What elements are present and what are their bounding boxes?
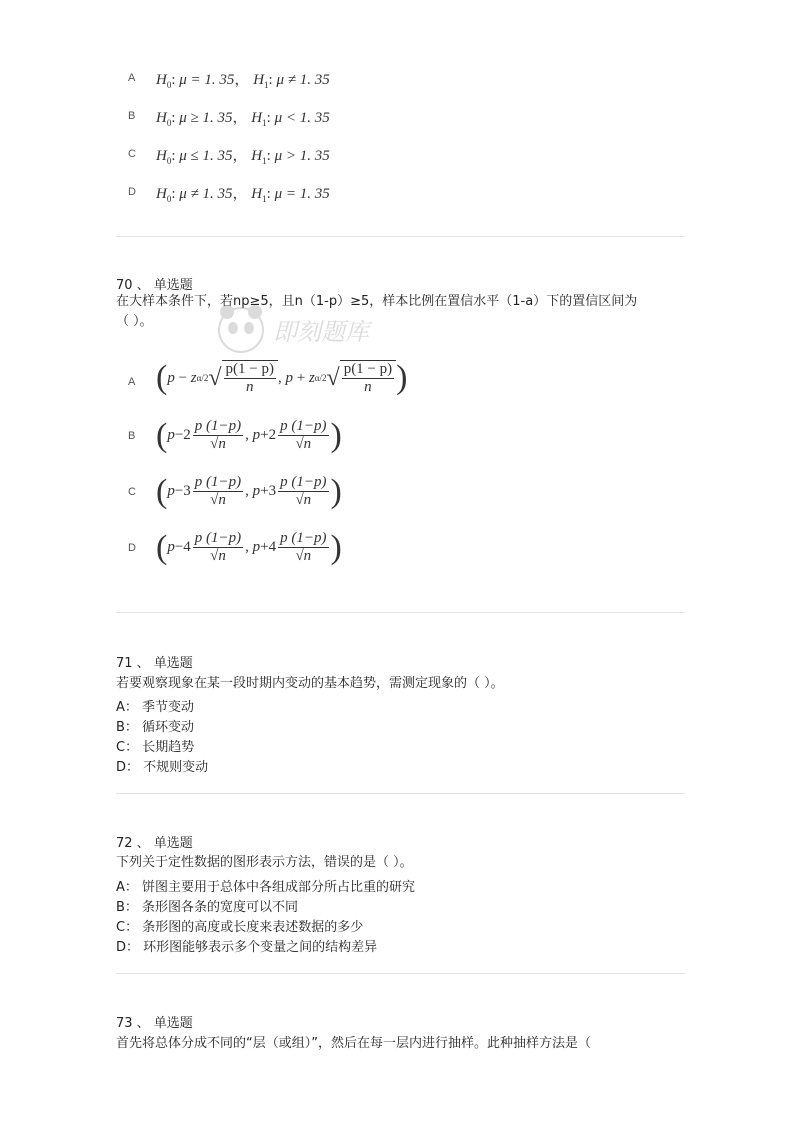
option-letter: C: [128, 148, 136, 160]
option-formula: $H_0$: μ = 1. 35， $H_1$: μ ≠ 1. 35: [156, 72, 330, 90]
q70-option-d-formula[interactable]: ( p − 4 $\frac{p (1-p)}{√n}$ , p + 4 $\frac{p (1-p)}{√n}$ ): [156, 528, 342, 566]
answer-option[interactable]: B： 循环变动: [116, 720, 195, 735]
question-header: 72 、 单选题: [116, 836, 193, 851]
question-text-cont: （ ）。: [116, 314, 153, 329]
divider: [116, 236, 685, 237]
divider: [116, 793, 685, 794]
divider: [116, 612, 685, 613]
q70-option-letter-a: A: [128, 376, 136, 388]
q70-option-b-formula[interactable]: ( p − 2 $\frac{p (1-p)}{√n}$ , p + 2 $\frac{p (1-p)}{√n}$ ): [156, 416, 342, 454]
answer-option[interactable]: D： 不规则变动: [116, 760, 209, 775]
option-formula: $H_0$: μ ≠ 1. 35， $H_1$: μ = 1. 35: [156, 186, 330, 204]
watermark-text: 即刻题库: [273, 318, 369, 346]
question-header: 71 、 单选题: [116, 656, 193, 671]
question-text: 在大样本条件下，若np≥5，且n（1-p）≥5，样本比例在置信水平（1-a）下的置信区间为: [116, 294, 638, 309]
question-text: 若要观察现象在某一段时期内变动的基本趋势，需测定现象的（ ）。: [116, 676, 504, 691]
panda-logo-icon: [215, 300, 415, 360]
question-text: 首先将总体分成不同的“层（或组）”，然后在每一层内进行抽样。此种抽样方法是（: [116, 1036, 591, 1051]
option-formula: $H_0$: μ ≥ 1. 35， $H_1$: μ < 1. 35: [156, 110, 330, 128]
q70-option-letter-b: B: [128, 430, 136, 442]
divider: [116, 973, 685, 974]
q70-option-c-formula[interactable]: ( p − 3 $\frac{p (1-p)}{√n}$ , p + 3 $\frac{p (1-p)}{√n}$ ): [156, 472, 342, 510]
answer-option[interactable]: A： 季节变动: [116, 700, 195, 715]
option-formula: $H_0$: μ ≤ 1. 35， $H_1$: μ > 1. 35: [156, 148, 330, 166]
answer-option[interactable]: C： 条形图的高度或长度来表述数据的多少: [116, 920, 364, 935]
option-letter: A: [128, 72, 136, 84]
question-header: 70 、 单选题: [116, 278, 193, 293]
answer-option[interactable]: A： 饼图主要用于总体中各组成部分所占比重的研究: [116, 880, 416, 895]
option-letter: D: [128, 186, 136, 198]
question-text: 下列关于定性数据的图形表示方法，错误的是（ ）。: [116, 855, 413, 870]
option-letter: B: [128, 110, 136, 122]
answer-option[interactable]: D： 环形图能够表示多个变量之间的结构差异: [116, 940, 378, 955]
q70-option-letter-d: D: [128, 542, 136, 554]
q70-option-a-formula[interactable]: ( p − z α/2 √ $\frac{p(1 - p)}{n}$ , p + z α/2 √ $\frac{p(1 - p)}{n}$ ): [156, 359, 408, 396]
answer-option[interactable]: B： 条形图各条的宽度可以不同: [116, 900, 299, 915]
answer-option[interactable]: C： 长期趋势: [116, 740, 195, 755]
watermark: [215, 300, 415, 364]
q70-option-letter-c: C: [128, 486, 136, 498]
question-header: 73 、 单选题: [116, 1016, 193, 1031]
